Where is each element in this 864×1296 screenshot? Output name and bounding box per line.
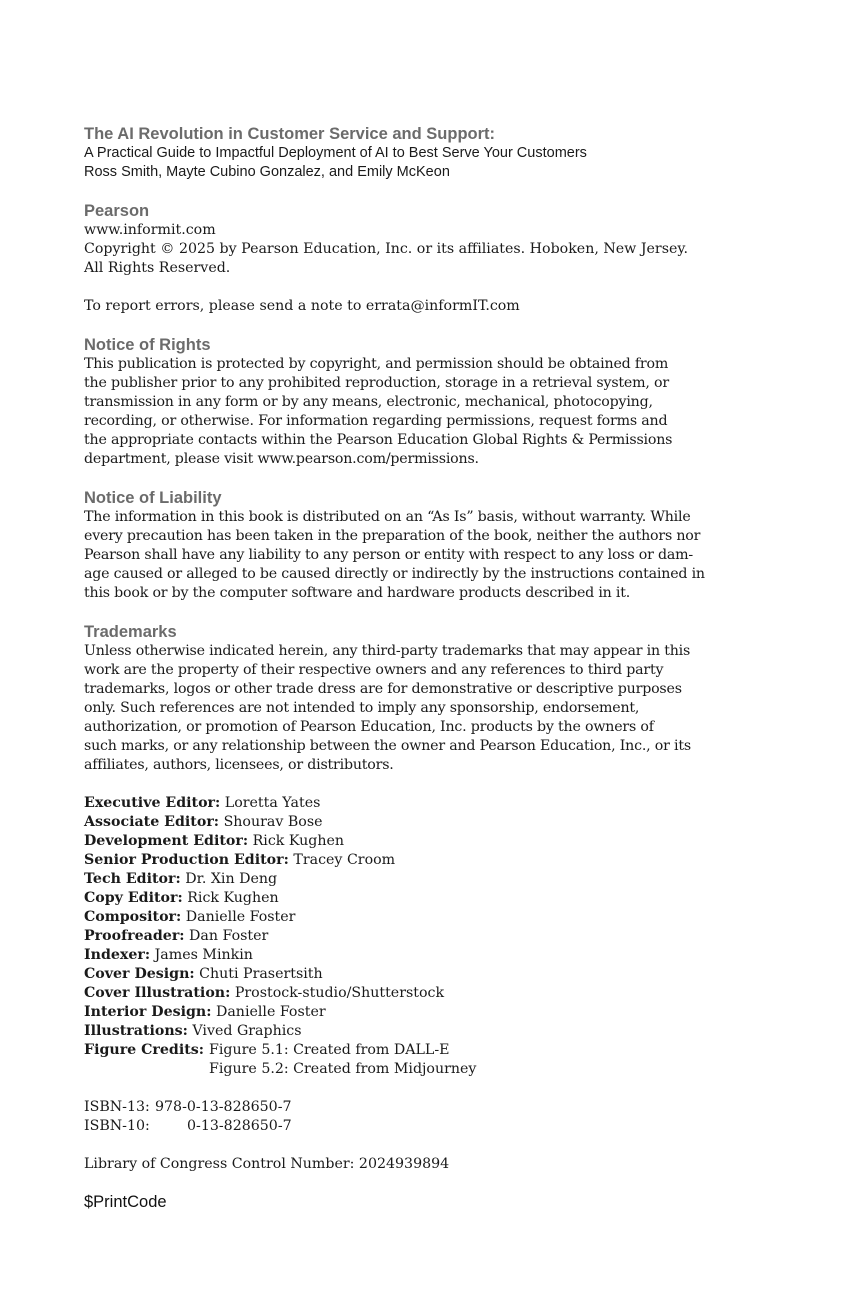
figure-credit-item: Figure 5.1: Created from DALL-E [209, 1042, 450, 1058]
text-line: Unless otherwise indicated herein, any third-party trademarks that may appear in this [84, 643, 691, 659]
credit-row [84, 965, 744, 984]
credit-row [84, 1022, 744, 1041]
copyright-page [84, 124, 744, 1212]
text-line: only. Such references are not intended to imply any sponsorship, endorsement, [84, 700, 640, 716]
credit-row [84, 908, 744, 927]
credits-list [84, 794, 744, 1079]
figure-credits-label: Figure Credits: [84, 1042, 205, 1058]
text-line: affiliates, authors, licensees, or distributors. [84, 757, 394, 773]
credit-name: Vived Graphics [192, 1023, 302, 1039]
isbn-10-value: 0-13-828650-7 [187, 1118, 292, 1134]
credit-name: Dan Foster [189, 928, 269, 944]
publisher-heading: Pearson [84, 202, 150, 220]
text-line: The information in this book is distributed on an “As Is” basis, without warranty. While [84, 509, 691, 525]
trademarks-heading: Trademarks [84, 623, 177, 641]
credit-role: Interior Design: [84, 1004, 212, 1020]
isbn-10-label: ISBN-10: [84, 1118, 150, 1134]
credit-row [84, 889, 744, 908]
credit-role: Senior Production Editor: [84, 852, 289, 868]
credit-name: James Minkin [154, 947, 253, 963]
text-line: every precaution has been taken in the preparation of the book, neither the authors nor [84, 528, 701, 544]
publisher-website: www.informit.com [84, 222, 216, 238]
isbn-block [84, 1098, 744, 1136]
credit-row [84, 794, 744, 813]
book-authors: Ross Smith, Mayte Cubino Gonzalez, and Emily McKeon [84, 164, 450, 180]
notice-of-liability-heading: Notice of Liability [84, 489, 222, 507]
credit-role: Copy Editor: [84, 890, 183, 906]
credit-role: Cover Illustration: [84, 985, 231, 1001]
credit-role: Illustrations: [84, 1023, 188, 1039]
credit-role: Compositor: [84, 909, 182, 925]
text-line: such marks, or any relationship between the owner and Pearson Education, Inc., or its [84, 738, 691, 754]
trademarks-section [84, 622, 744, 775]
credit-name: Dr. Xin Deng [185, 871, 278, 887]
credit-name: Tracey Croom [293, 852, 396, 868]
credit-row [84, 946, 744, 965]
text-line: the publisher prior to any prohibited reproduction, storage in a retrieval system, or [84, 375, 669, 391]
credit-role: Indexer: [84, 947, 151, 963]
credit-name: Prostock-studio/Shutterstock [234, 985, 445, 1001]
trademarks-text [84, 642, 744, 775]
text-line: This publication is protected by copyright, and permission should be obtained from [84, 356, 669, 372]
book-subtitle: A Practical Guide to Impactful Deployment of AI to Best Serve Your Customers [84, 145, 587, 161]
notice-of-rights-text [84, 355, 744, 469]
text-line: transmission in any form or by any means, electronic, mechanical, photocopying, [84, 394, 653, 410]
credit-name: Chuti Prasertsith [199, 966, 323, 982]
errata-note: To report errors, please send a note to errata@informIT.com [84, 298, 520, 314]
isbn-13-row [84, 1098, 744, 1117]
isbn-10-row [84, 1117, 744, 1136]
credit-role: Cover Design: [84, 966, 195, 982]
text-line: recording, or otherwise. For information regarding permissions, request forms and [84, 413, 668, 429]
figure-credits-list [209, 1041, 476, 1079]
notice-of-liability-text [84, 508, 744, 603]
copyright-line-2: All Rights Reserved. [84, 260, 231, 276]
copyright-line-1: Copyright © 2025 by Pearson Education, Inc. or its affiliates. Hoboken, New Jersey. [84, 241, 689, 257]
notice-of-liability-section [84, 488, 744, 603]
text-line: work are the property of their respective owners and any references to third party [84, 662, 664, 678]
isbn-13-label: ISBN-13: [84, 1099, 150, 1115]
credit-row [84, 851, 744, 870]
credit-role: Tech Editor: [84, 871, 181, 887]
credit-name: Danielle Foster [185, 909, 296, 925]
credit-row [84, 813, 744, 832]
text-line: this book or by the computer software and hardware products described in it. [84, 585, 631, 601]
credit-name: Loretta Yates [224, 795, 321, 811]
library-of-congress-number: Library of Congress Control Number: 2024939894 [84, 1156, 450, 1172]
credit-row [84, 927, 744, 946]
text-line: authorization, or promotion of Pearson Education, Inc. products by the owners of [84, 719, 654, 735]
title-block [84, 124, 744, 182]
credit-name: Shourav Bose [223, 814, 323, 830]
figure-credits [84, 1041, 744, 1079]
notice-of-rights-section [84, 335, 744, 469]
book-title: The AI Revolution in Customer Service and Support: [84, 125, 496, 143]
credit-role: Associate Editor: [84, 814, 220, 830]
figure-credit-item: Figure 5.2: Created from Midjourney [209, 1061, 477, 1077]
text-line: Pearson shall have any liability to any person or entity with respect to any loss or dam- [84, 547, 693, 563]
publisher-section [84, 201, 744, 316]
notice-of-rights-heading: Notice of Rights [84, 336, 211, 354]
credit-name: Danielle Foster [215, 1004, 326, 1020]
credit-name: Rick Kughen [252, 833, 345, 849]
text-line: age caused or alleged to be caused directly or indirectly by the instructions contained in [84, 566, 705, 582]
text-line: the appropriate contacts within the Pearson Education Global Rights & Permissions [84, 432, 673, 448]
credit-row [84, 870, 744, 889]
credit-role: Development Editor: [84, 833, 249, 849]
text-line: department, please visit www.pearson.com/permissions. [84, 451, 479, 467]
credit-role: Executive Editor: [84, 795, 221, 811]
credit-row [84, 1003, 744, 1022]
credit-role: Proofreader: [84, 928, 185, 944]
credit-name: Rick Kughen [187, 890, 279, 906]
print-code: $PrintCode [84, 1193, 167, 1211]
credit-row [84, 832, 744, 851]
credit-row [84, 984, 744, 1003]
isbn-13-value: 978-0-13-828650-7 [155, 1099, 292, 1115]
text-line: trademarks, logos or other trade dress are for demonstrative or descriptive purposes [84, 681, 682, 697]
